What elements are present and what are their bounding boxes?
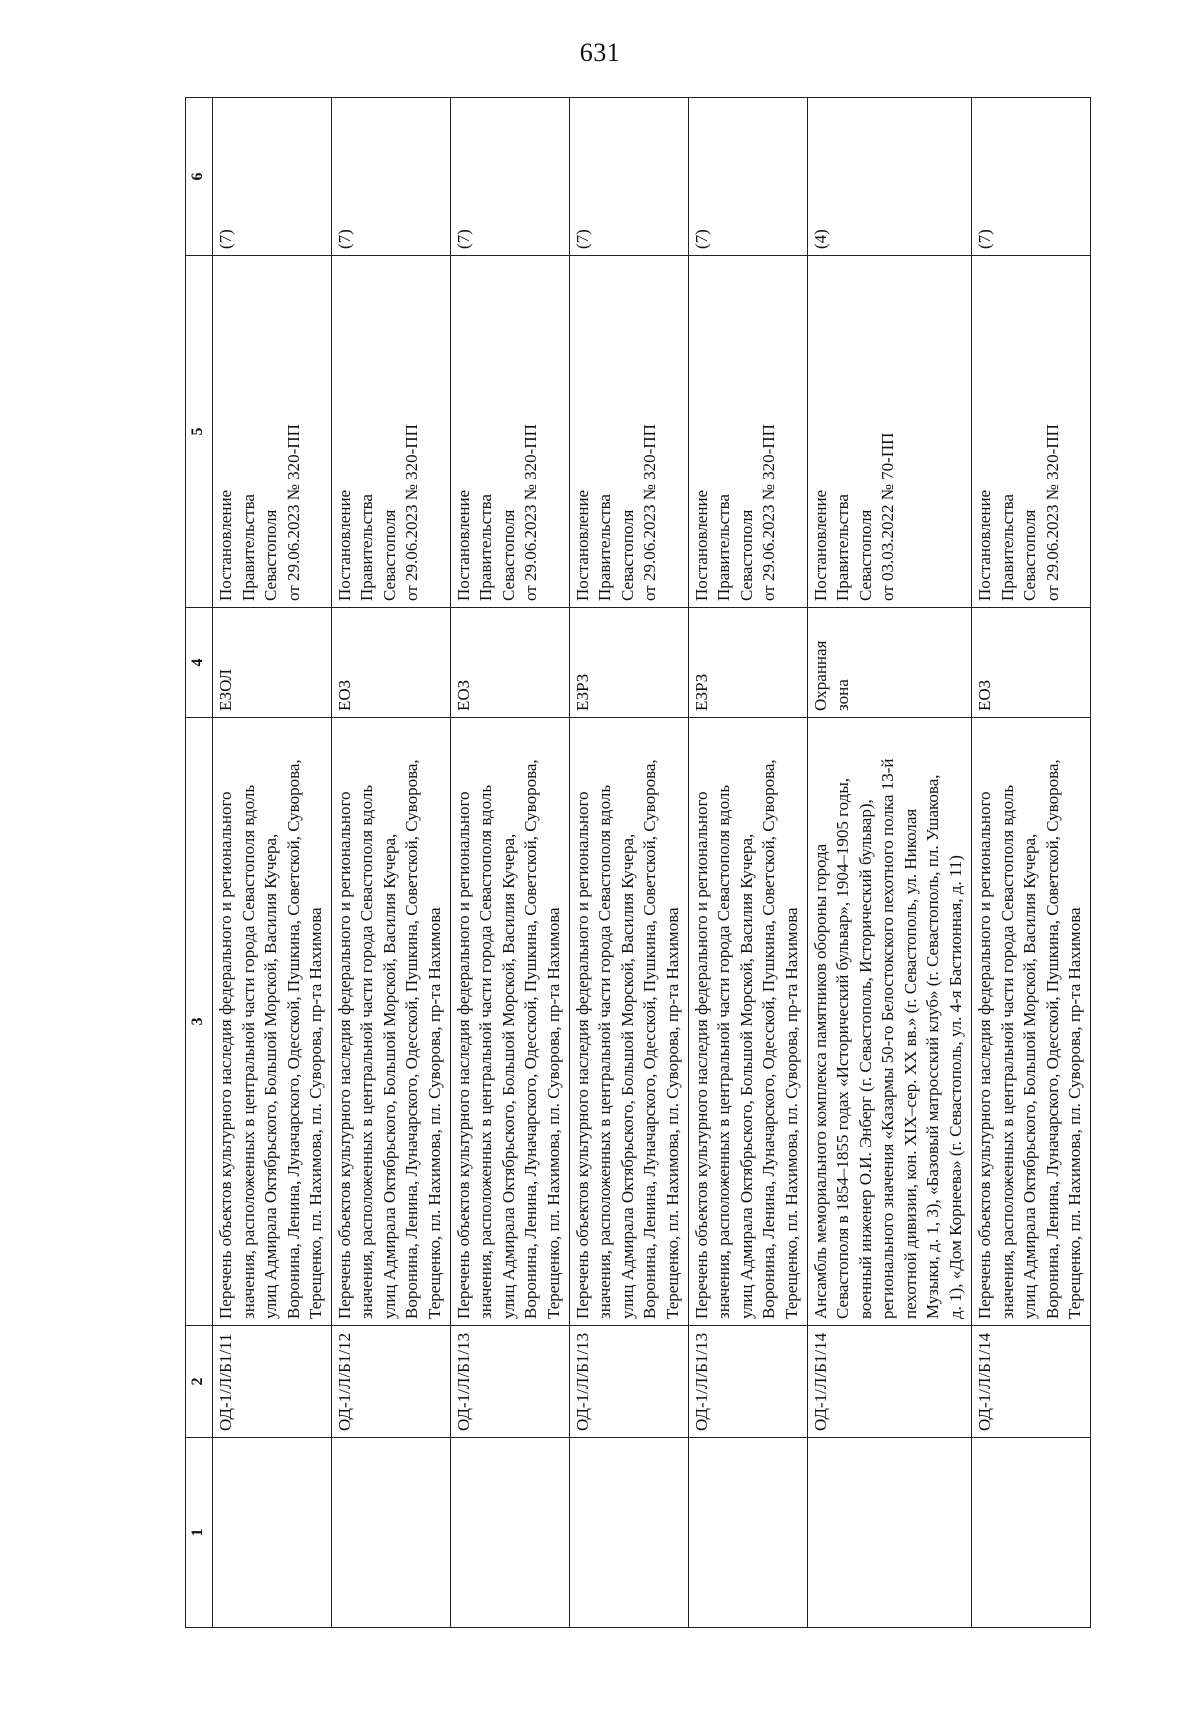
- document-line: Постановление: [975, 489, 995, 601]
- cell-zone-code: ОД-1/Л/Б1/14: [972, 1326, 1091, 1438]
- header-col-5: 5: [186, 256, 213, 608]
- zone-type-line: ЕЗРЗ: [691, 673, 711, 711]
- description-line: военный инженер О.И. Энберг (г. Севастополь, Исторический бульвар),: [855, 799, 875, 1319]
- document-line: Севастополя: [855, 509, 875, 601]
- table-row: [450, 98, 569, 1628]
- zone-type-line: зона: [833, 679, 853, 711]
- description-line: Терещенко, пл. Нахимова, пл. Суворова, пр-та Нахимова: [1065, 907, 1085, 1319]
- document-line: Постановление: [691, 489, 711, 601]
- cell-legal-document: [972, 256, 1091, 608]
- cell-note: (7): [569, 98, 688, 256]
- cell-zone-code: ОД-1/Л/Б1/13: [569, 1326, 688, 1438]
- description-line: Терещенко, пл. Нахимова, пл. Суворова, пр-та Нахимова: [781, 907, 801, 1319]
- description-line: Перечень объектов культурного наследия федерального и регионального: [572, 791, 592, 1319]
- description-line: Воронина, Ленина, Луначарского, Одесской, Пушкина, Советской, Суворова,: [640, 759, 660, 1319]
- document-line: Севастополя: [1020, 509, 1040, 601]
- description-line: значения, расположенных в центральной части города Севастополя вдоль: [997, 784, 1017, 1319]
- description-line: Терещенко, пл. Нахимова, пл. Суворова, пр-та Нахимова: [662, 907, 682, 1319]
- description-line: Воронина, Ленина, Луначарского, Одесской, Пушкина, Советской, Суворова,: [759, 759, 779, 1319]
- cell-note: (7): [972, 98, 1091, 256]
- cell-col-1: [807, 1438, 971, 1628]
- cell-description: [688, 718, 807, 1326]
- table-row: [569, 98, 688, 1628]
- zone-type-line: ЕОЗ: [975, 679, 995, 711]
- document-line: Постановление: [810, 489, 830, 601]
- cell-zone-type: [569, 608, 688, 718]
- cell-note: (7): [688, 98, 807, 256]
- cell-zone-type: [688, 608, 807, 718]
- cell-description: [213, 718, 332, 1326]
- cell-zone-type: [331, 608, 450, 718]
- description-line: улиц Адмирала Октябрьского, Большой Морской, Василия Кучера,: [379, 833, 399, 1319]
- table-row: [213, 98, 332, 1628]
- document-line: Севастополя: [498, 509, 518, 601]
- cell-description: [807, 718, 971, 1326]
- description-line: улиц Адмирала Октябрьского, Большой Морской, Василия Кучера,: [617, 833, 637, 1319]
- cell-col-1: [569, 1438, 688, 1628]
- document-line: Постановление: [216, 489, 235, 601]
- description-line: улиц Адмирала Октябрьского, Большой Морской, Василия Кучера,: [736, 833, 756, 1319]
- header-col-2: 2: [186, 1326, 213, 1438]
- cell-col-1: [688, 1438, 807, 1628]
- document-line: Правительства: [997, 494, 1017, 601]
- document-line: от 29.06.2023 № 320-ПП: [283, 424, 303, 601]
- description-line: Терещенко, пл. Нахимова, пл. Суворова, пр-та Нахимова: [306, 907, 325, 1319]
- table-header-row: [186, 98, 213, 1628]
- document-line: Правительства: [833, 494, 853, 601]
- description-line: значения, расположенных в центральной части города Севастополя вдоль: [357, 784, 377, 1319]
- cell-zone-type: [972, 608, 1091, 718]
- cell-zone-type: [807, 608, 971, 718]
- cell-col-1: [450, 1438, 569, 1628]
- cell-col-1: [213, 1438, 332, 1628]
- description-line: Музыки, д. 1, 3), «Базовый матросский клуб» (г. Севастополь, пл. Ушакова,: [923, 774, 943, 1319]
- description-line: улиц Адмирала Октябрьского, Большой Морской, Василия Кучера,: [1020, 833, 1040, 1319]
- description-line: Севастополя в 1854–1855 годах «Исторический бульвар», 1904–1905 годы,: [833, 777, 853, 1319]
- cell-legal-document: [213, 256, 332, 608]
- description-line: д. 1), «Дом Корнеева» (г. Севастополь, ул. 4-я Бастионная, д. 11): [945, 855, 965, 1319]
- document-line: Правительства: [476, 494, 496, 601]
- document-line: Правительства: [238, 494, 258, 601]
- document-line: Правительства: [357, 494, 377, 601]
- table-row: [972, 98, 1091, 1628]
- document-line: Правительства: [714, 494, 734, 601]
- cell-zone-code: ОД-1/Л/Б1/13: [450, 1326, 569, 1438]
- table-row: [688, 98, 807, 1628]
- description-line: Перечень объектов культурного наследия федерального и регионального: [216, 791, 235, 1319]
- cell-description: [972, 718, 1091, 1326]
- description-line: значения, расположенных в центральной части города Севастополя вдоль: [238, 784, 258, 1319]
- cell-zone-type: [213, 608, 332, 718]
- zone-type-line: ЕЗОЛ: [216, 668, 235, 711]
- cell-zone-code: ОД-1/Л/Б1/12: [331, 1326, 450, 1438]
- zone-type-line: ЕОЗ: [453, 679, 473, 711]
- description-line: Терещенко, пл. Нахимова, пл. Суворова, пр-та Нахимова: [424, 907, 444, 1319]
- document-line: от 29.06.2023 № 320-ПП: [521, 424, 541, 601]
- header-col-6: 6: [186, 98, 213, 256]
- heritage-zones-table: [185, 97, 1091, 1628]
- cell-col-1: [331, 1438, 450, 1628]
- document-line: Севастополя: [379, 509, 399, 601]
- description-line: Воронина, Ленина, Луначарского, Одесской, Пушкина, Советской, Суворова,: [521, 759, 541, 1319]
- cell-col-1: [972, 1438, 1091, 1628]
- description-line: значения, расположенных в центральной части города Севастополя вдоль: [476, 784, 496, 1319]
- cell-legal-document: [331, 256, 450, 608]
- cell-legal-document: [688, 256, 807, 608]
- zone-type-line: Охранная: [810, 640, 830, 711]
- cell-zone-code: ОД-1/Л/Б1/14: [807, 1326, 971, 1438]
- document-line: Постановление: [334, 489, 354, 601]
- description-line: Ансамбль мемориального комплекса памятников обороны города: [810, 843, 830, 1319]
- description-line: Перечень объектов культурного наследия федерального и регионального: [334, 791, 354, 1319]
- document-line: Постановление: [453, 489, 473, 601]
- header-col-3: 3: [186, 718, 213, 1326]
- document-line: Правительства: [595, 494, 615, 601]
- cell-legal-document: [450, 256, 569, 608]
- document-line: от 03.03.2022 № 70-ПП: [878, 432, 898, 601]
- document-line: Севастополя: [261, 509, 280, 601]
- cell-zone-type: [450, 608, 569, 718]
- document-line: от 29.06.2023 № 320-ПП: [759, 424, 779, 601]
- cell-note: (7): [213, 98, 332, 256]
- description-line: регионального значения «Казармы 50-го Белостокского пехотного полка 13-й: [878, 758, 898, 1319]
- description-line: Воронина, Ленина, Луначарского, Одесской, Пушкина, Советской, Суворова,: [1042, 759, 1062, 1319]
- description-line: улиц Адмирала Октябрьского, Большой Морской, Василия Кучера,: [498, 833, 518, 1319]
- document-line: Постановление: [572, 489, 592, 601]
- cell-description: [569, 718, 688, 1326]
- document-line: от 29.06.2023 № 320-ПП: [402, 424, 422, 601]
- document-line: от 29.06.2023 № 320-ПП: [640, 424, 660, 601]
- description-line: Воронина, Ленина, Луначарского, Одесской, Пушкина, Советской, Суворова,: [283, 759, 303, 1319]
- zone-type-line: ЕОЗ: [334, 679, 354, 711]
- description-line: Перечень объектов культурного наследия федерального и регионального: [975, 791, 995, 1319]
- header-col-4: 4: [186, 608, 213, 718]
- description-line: Воронина, Ленина, Луначарского, Одесской, Пушкина, Советской, Суворова,: [402, 759, 422, 1319]
- cell-zone-code: ОД-1/Л/Б1/13: [688, 1326, 807, 1438]
- cell-legal-document: [569, 256, 688, 608]
- cell-description: [331, 718, 450, 1326]
- description-line: Перечень объектов культурного наследия федерального и регионального: [453, 791, 473, 1319]
- table-row: [807, 98, 971, 1628]
- description-line: пехотной дивизии, кон. XIX–сер. XX вв.» (г. Севастополь, ул. Николая: [900, 808, 920, 1319]
- zone-type-line: ЕЗРЗ: [572, 673, 592, 711]
- description-line: значения, расположенных в центральной части города Севастополя вдоль: [595, 784, 615, 1319]
- document-line: от 29.06.2023 № 320-ПП: [1042, 424, 1062, 601]
- page-number: 631: [579, 38, 621, 67]
- cell-zone-code: ОД-1/Л/Б1/11: [213, 1326, 332, 1438]
- document-line: Севастополя: [617, 509, 637, 601]
- description-line: значения, расположенных в центральной части города Севастополя вдоль: [714, 784, 734, 1319]
- description-line: улиц Адмирала Октябрьского, Большой Морской, Василия Кучера,: [261, 833, 280, 1319]
- cell-legal-document: [807, 256, 971, 608]
- cell-note: (7): [331, 98, 450, 256]
- cell-note: (4): [807, 98, 971, 256]
- header-col-1: 1: [186, 1438, 213, 1628]
- cell-description: [450, 718, 569, 1326]
- cell-note: (7): [450, 98, 569, 256]
- description-line: Терещенко, пл. Нахимова, пл. Суворова, пр-та Нахимова: [543, 907, 563, 1319]
- description-line: Перечень объектов культурного наследия федерального и регионального: [691, 791, 711, 1319]
- table-row: [331, 98, 450, 1628]
- rotated-table-container: [185, 98, 1091, 1628]
- document-line: Севастополя: [736, 509, 756, 601]
